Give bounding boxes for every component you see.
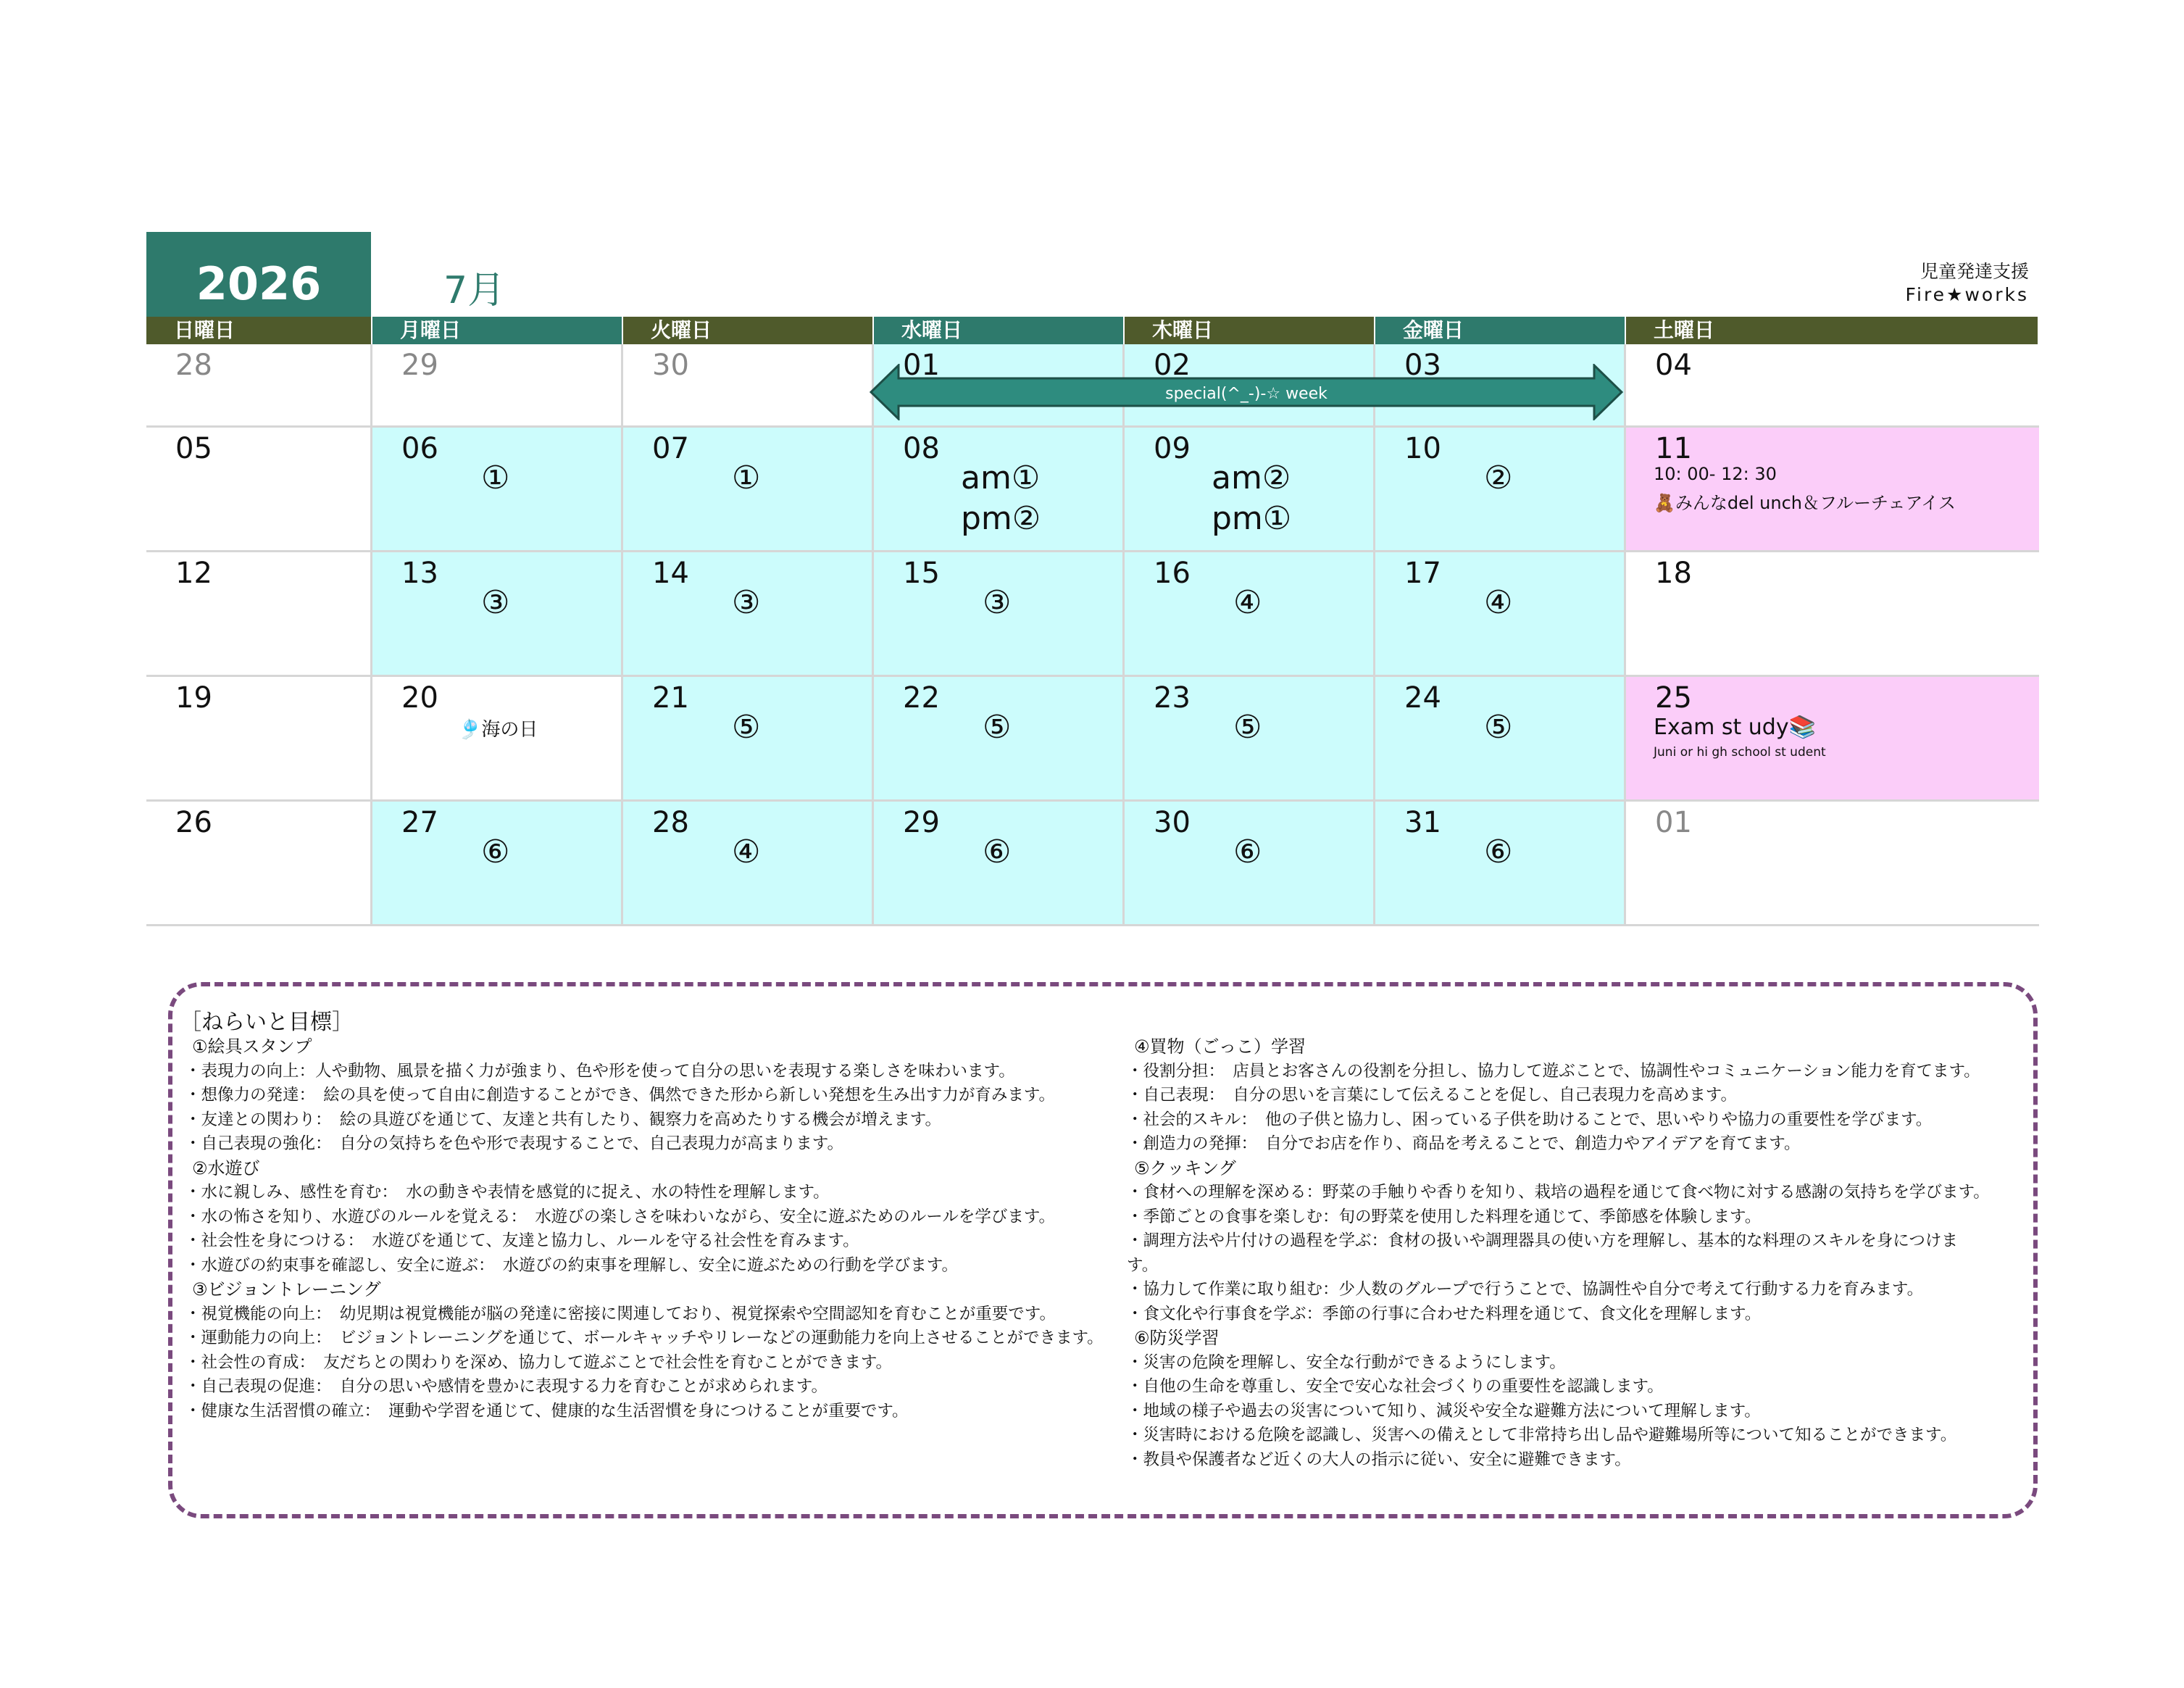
day-number: 27 <box>401 806 438 839</box>
goal-item: ・自己表現の強化： 自分の気持ちを色や形で表現することで、自己表現力が高まります。 <box>185 1134 844 1153</box>
goal-item: ・季節ごとの食事を楽しむ：旬の野菜を使用した料理を通じて、季節感を体験します。 <box>1127 1207 1762 1226</box>
activity-mark: ① <box>732 460 761 496</box>
weekday-fri: 金曜日 <box>1375 317 1625 344</box>
goal-item: ・調理方法や片付けの過程を学ぶ：食材の扱いや調理器具の使い方を理解し、基本的な料理のスキルを身につけま <box>1127 1231 1958 1250</box>
day-cell <box>372 552 623 677</box>
day-cell <box>874 428 1125 552</box>
day-number: 07 <box>652 432 689 465</box>
day-number: 13 <box>401 557 438 590</box>
day-cell <box>1626 344 2039 428</box>
day-cell <box>1626 677 2039 802</box>
weekday-tue: 火曜日 <box>623 317 872 344</box>
goal-item: ・自他の生命を尊重し、安全で安心な社会づくりの重要性を認識します。 <box>1127 1377 1664 1396</box>
activity-mark: ⑤ <box>983 709 1012 746</box>
goal-item: ・健康な生活習慣の確立： 運動や学習を通じて、健康的な生活習慣を身につけることが重要です。 <box>185 1401 909 1421</box>
day-cell <box>372 344 623 428</box>
day-cell <box>1626 802 2039 926</box>
day-number: 30 <box>1154 806 1191 839</box>
day-cell <box>1626 428 2039 552</box>
activity-mark: am① <box>961 460 1041 496</box>
goal-item: ・役割分担： 店員とお客さんの役割を分担し、協力して遊ぶことで、協調性やコミュニケーション能力を育てます。 <box>1127 1061 1980 1081</box>
day-cell <box>146 344 372 428</box>
day-cell <box>1375 802 1626 926</box>
day-number: 24 <box>1404 681 1441 715</box>
org-name: Fire★works <box>1905 284 2029 305</box>
goal-item: す。 <box>1127 1255 1159 1275</box>
month-label: 7月 <box>443 269 506 312</box>
goal-item: ・食文化や行事食を学ぶ：季節の行事に合わせた料理を通じて、食文化を理解します。 <box>1127 1304 1762 1323</box>
activity-mark: ⑤ <box>1233 709 1262 746</box>
day-number: 17 <box>1404 557 1441 590</box>
day-number: 20 <box>401 681 438 715</box>
activity-mark: ④ <box>1484 584 1513 621</box>
day-cell <box>874 802 1125 926</box>
day-cell <box>1125 677 1375 802</box>
goal-item: ・創造力の発揮： 自分でお店を作り、商品を考えることで、創造力やアイデアを育てます。 <box>1127 1134 1801 1153</box>
goals-title: ［ねらいと目標］ <box>180 1010 354 1035</box>
activity-mark: ⑥ <box>983 833 1012 870</box>
day-number: 10 <box>1404 432 1441 465</box>
goal-item: ・表現力の向上：人や動物、風景を描く力が強まり、色や形を使って自分の思いを表現する楽しさを味わいます。 <box>185 1061 1015 1081</box>
day-number: 21 <box>652 681 689 715</box>
goal-item: ・社会性の育成： 友だちとの関わりを深め、協力して遊ぶことで社会性を育むことができます。 <box>185 1352 893 1372</box>
goal-item: ・食材への理解を深める：野菜の手触りや香りを知り、栽培の過程を通じて食べ物に対する感謝の気持ちを学びます。 <box>1127 1183 1990 1202</box>
activity-mark: ③ <box>983 584 1012 621</box>
day-cell <box>1125 802 1375 926</box>
day-number: 16 <box>1154 557 1191 590</box>
holiday-label: 🎐海の日 <box>458 719 538 741</box>
day-cell <box>146 677 372 802</box>
day-number: 08 <box>903 432 940 465</box>
goal-item: ・自己表現： 自分の思いを言葉にして伝えることを促し、自己表現力を高めます。 <box>1127 1086 1737 1105</box>
goal-item: ・水の怖さを知り、水遊びのルールを覚える： 水遊びの楽しさを味わいながら、安全に遊ぶためのルールを学びます。 <box>185 1207 1056 1226</box>
day-number: 06 <box>401 432 438 465</box>
day-cell <box>1375 552 1626 677</box>
activity-mark-pm: pm② <box>961 500 1041 537</box>
goal-item: ・災害の危険を理解し、安全な行動ができるようにします。 <box>1127 1352 1566 1372</box>
day-number: 14 <box>652 557 689 590</box>
day-cell <box>1375 428 1626 552</box>
day-cell <box>623 802 874 926</box>
day-number: 29 <box>401 349 438 382</box>
goal-item: ・水に親しみ、感性を育む： 水の動きや表情を感覚的に捉え、水の特性を理解します。 <box>185 1183 830 1202</box>
activity-mark: ⑤ <box>732 709 761 746</box>
weekday-mon: 月曜日 <box>372 317 622 344</box>
goal-heading: ②水遊び <box>192 1157 260 1178</box>
day-number: 22 <box>903 681 940 715</box>
event-title: Exam st udy📚 <box>1654 715 1816 740</box>
day-number: 19 <box>175 681 212 715</box>
day-number: 02 <box>1154 349 1191 382</box>
weekday-sun: 日曜日 <box>146 317 371 344</box>
weekday-header <box>146 317 2038 344</box>
event-time: 10: 00- 12: 30 <box>1654 464 1777 484</box>
goal-item: ・教員や保護者など近くの大人の指示に従い、安全に避難できます。 <box>1127 1450 1631 1469</box>
day-cell <box>146 428 372 552</box>
goal-item: ・運動能力の向上： ビジョントレーニングを通じて、ボールキャッチやリレーなどの運動能力を向上させることができます。 <box>185 1329 1104 1347</box>
day-number: 28 <box>175 349 212 382</box>
day-number: 29 <box>903 806 940 839</box>
activity-mark: ⑥ <box>1484 833 1513 870</box>
activity-mark: ④ <box>732 833 761 870</box>
weekday-thu: 木曜日 <box>1125 317 1374 344</box>
day-number: 01 <box>1655 806 1692 839</box>
day-number: 31 <box>1404 806 1441 839</box>
day-number: 03 <box>1404 349 1441 382</box>
day-number: 09 <box>1154 432 1191 465</box>
day-cell <box>1626 552 2039 677</box>
day-cell <box>1125 552 1375 677</box>
org-type: 児童発達支援 <box>1920 261 2029 282</box>
day-cell <box>1375 677 1626 802</box>
goal-heading: ③ビジョントレーニング <box>192 1279 381 1300</box>
day-cell <box>874 552 1125 677</box>
activity-mark: ① <box>481 460 510 496</box>
day-number: 12 <box>175 557 212 590</box>
day-cell <box>146 802 372 926</box>
goal-item: ・視覚機能の向上： 幼児期は視覚機能が脳の発達に密接に関連しており、視覚探索や空間認知を育むことが重要です。 <box>185 1304 1056 1323</box>
day-number: 30 <box>652 349 689 382</box>
day-number: 28 <box>652 806 689 839</box>
goal-item: ・社会的スキル： 他の子供と協力し、困っている子供を助けることで、思いやりや協力の重要性を学びます。 <box>1127 1110 1933 1129</box>
day-cell <box>372 802 623 926</box>
day-cell <box>146 552 372 677</box>
goal-heading: ⑤クッキング <box>1134 1157 1236 1178</box>
goal-heading: ①絵具スタンプ <box>192 1036 312 1057</box>
goal-item: ・水遊びの約束事を確認し、安全に遊ぶ： 水遊びの約束事を理解し、安全に遊ぶための行動を学びます。 <box>185 1255 958 1275</box>
goal-item: ・想像力の発達： 絵の具を使って自由に創造することができ、偶然できた形から新しい発想を生み出す力が育みます。 <box>185 1086 1056 1105</box>
activity-mark: ③ <box>732 584 761 621</box>
day-number: 26 <box>175 806 212 839</box>
day-cell <box>372 428 623 552</box>
goal-item: ・社会性を身につける： 水遊びを通じて、友達と協力し、ルールを守る社会性を育みます。 <box>185 1231 859 1250</box>
event-title: 🧸みんなdel unch＆フルーチェアイス <box>1654 493 1956 513</box>
day-number: 11 <box>1655 432 1692 465</box>
activity-mark: am② <box>1212 460 1291 496</box>
goal-item: ・災害時における危険を認識し、災害への備えとして非常持ち出し品や避難場所等について知ることができます。 <box>1127 1426 1957 1444</box>
goal-item: ・地域の様子や過去の災害について知り、減災や安全な避難方法について理解します。 <box>1127 1401 1761 1421</box>
day-number: 23 <box>1154 681 1191 715</box>
goal-item: ・友達との関わり： 絵の具遊びを通じて、友達と共有したり、観察力を高めたりする機会が増えます。 <box>185 1110 942 1129</box>
day-number: 18 <box>1655 557 1692 590</box>
activity-mark: ② <box>1484 460 1513 496</box>
year-label: 2026 <box>196 257 322 310</box>
day-cell <box>623 677 874 802</box>
day-number: 01 <box>903 349 940 382</box>
day-cell <box>372 677 623 802</box>
goals-right-column <box>1127 1035 1990 1472</box>
activity-mark: ⑥ <box>481 833 510 870</box>
day-cell <box>1125 428 1375 552</box>
goal-item: ・自己表現の促進： 自分の思いや感情を豊かに表現する力を育むことが求められます。 <box>185 1377 828 1396</box>
activity-mark: ③ <box>481 584 510 621</box>
goal-item: ・協力して作業に取り組む：少人数のグループで行うことで、協調性や自分で考えて行動する力を育みます。 <box>1127 1280 1924 1299</box>
day-number: 25 <box>1655 681 1692 715</box>
activity-mark: ⑥ <box>1233 833 1262 870</box>
goal-heading: ④買物（ごっこ）学習 <box>1134 1036 1306 1057</box>
day-number: 04 <box>1655 349 1692 382</box>
day-cell <box>874 677 1125 802</box>
goal-heading: ⑥防災学習 <box>1134 1328 1220 1348</box>
goals-left-column <box>185 1035 1104 1423</box>
day-number: 05 <box>175 432 212 465</box>
day-cell <box>623 344 874 428</box>
day-cell <box>623 552 874 677</box>
special-week-label: special(^_-)-☆ week <box>1165 385 1328 403</box>
activity-mark: ④ <box>1233 584 1262 621</box>
activity-mark: ⑤ <box>1484 709 1513 746</box>
day-number: 15 <box>903 557 940 590</box>
weekday-sat: 土曜日 <box>1626 317 2038 344</box>
event-subtitle: Juni or hi gh school st udent <box>1654 745 1826 760</box>
activity-mark-pm: pm① <box>1212 500 1292 537</box>
day-cell <box>623 428 874 552</box>
weekday-wed: 水曜日 <box>874 317 1123 344</box>
